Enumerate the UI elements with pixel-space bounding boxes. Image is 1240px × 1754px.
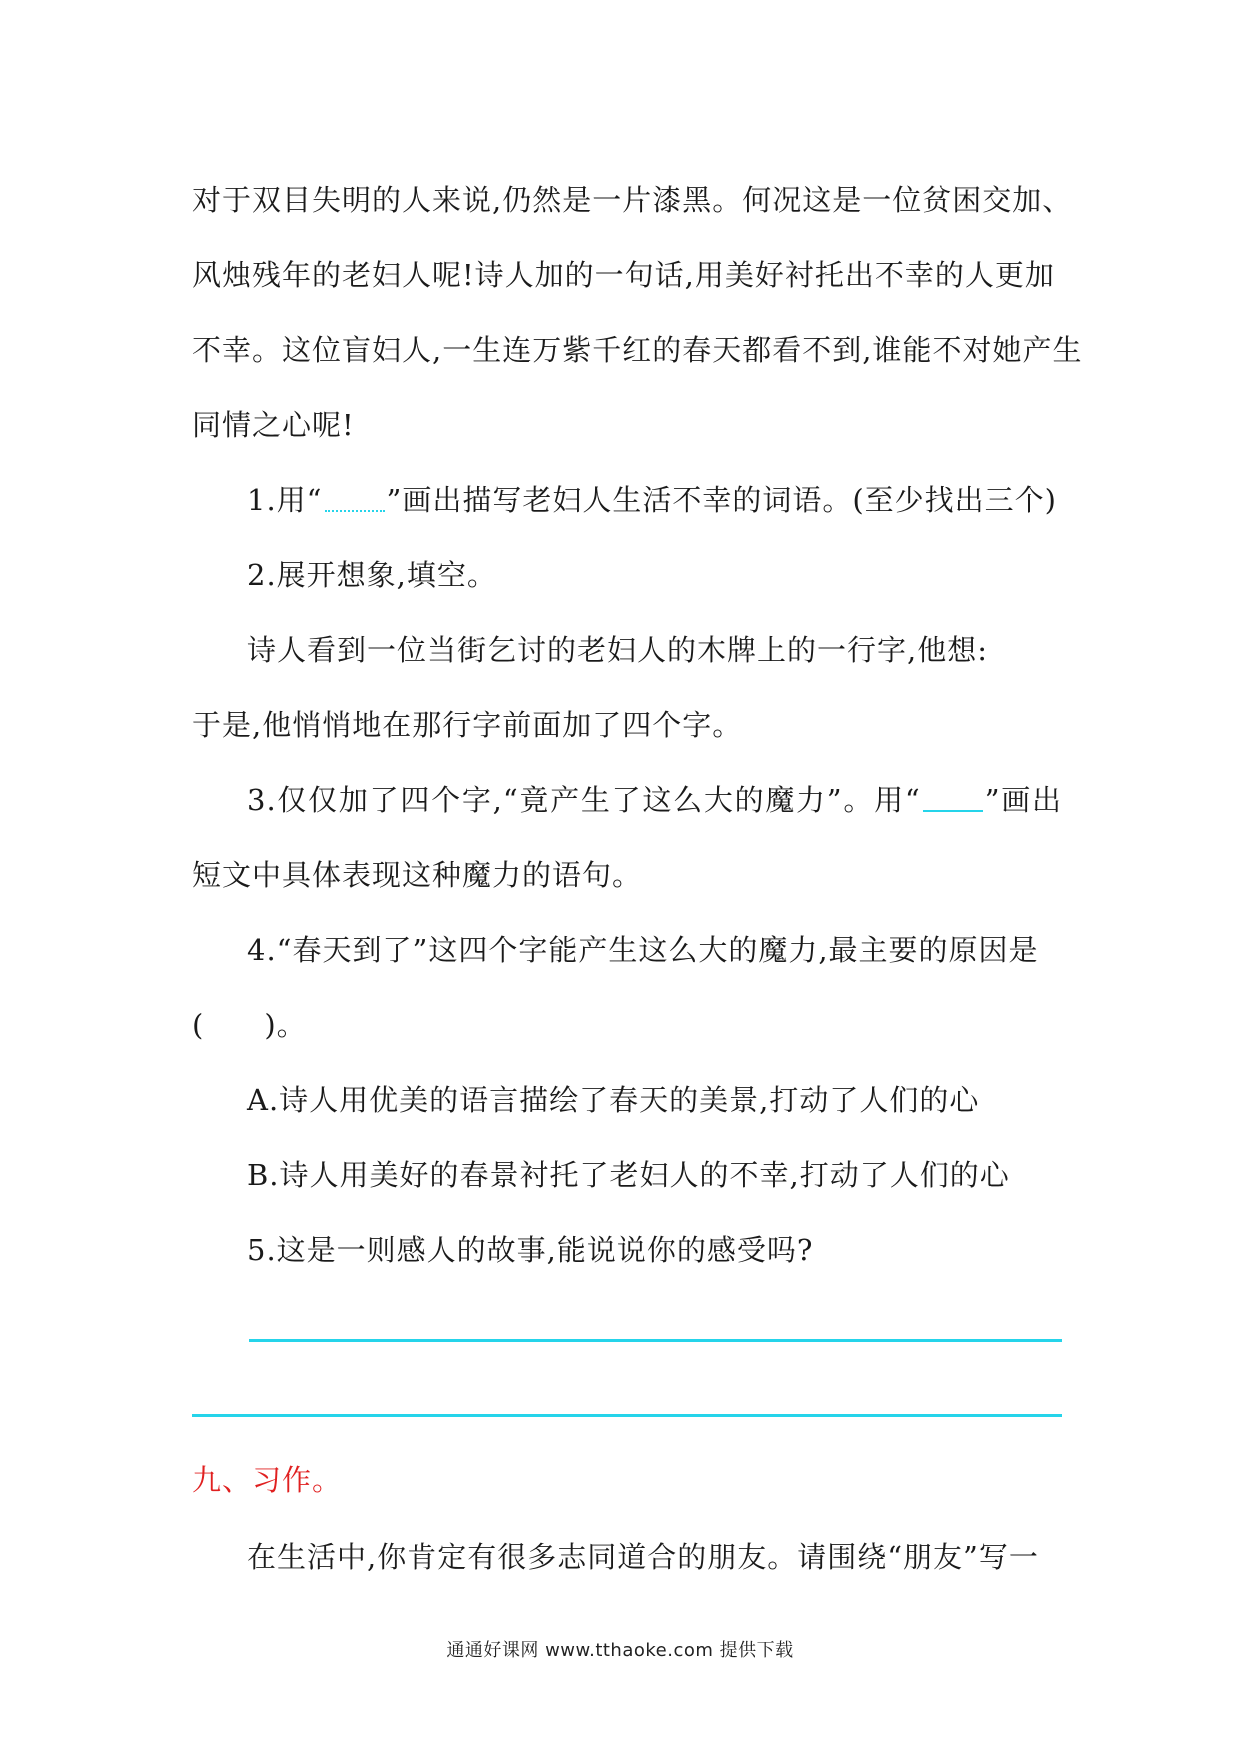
question-4-option-b: B.诗人用美好的春景衬托了老妇人的不幸,打动了人们的心	[247, 1158, 1010, 1192]
question-3-line-2: 短文中具体表现这种魔力的语句。	[192, 858, 643, 892]
passage-line-2: 风烛残年的老妇人呢!诗人加的一句话,用美好衬托出不幸的人更加	[192, 258, 1055, 292]
question-1-text-before: 1.用“	[247, 483, 323, 517]
question-4-option-a: A.诗人用优美的语言描绘了春天的美景,打动了人们的心	[247, 1083, 980, 1117]
question-4-line-2: ( )。	[192, 1008, 307, 1042]
page-footer: 通通好课网 www.tthaoke.com 提供下载	[446, 1640, 794, 1661]
question-3	[247, 780, 1062, 820]
question-1	[247, 480, 1062, 520]
question-1-text-after: ”画出描写老妇人生活不幸的词语。(至少找出三个)	[386, 483, 1057, 517]
question-2: 2.展开想象,填空。	[247, 558, 497, 592]
section-9-heading: 九、习作。	[192, 1463, 343, 1497]
wavy-underline-sample	[325, 488, 385, 512]
question-3-text-after: ”画出	[984, 783, 1062, 817]
question-2-line-2: 于是,他悄悄地在那行字前面加了四个字。	[192, 708, 743, 742]
question-5: 5.这是一则感人的故事,能说说你的感受吗?	[247, 1233, 814, 1267]
passage-line-4: 同情之心呢!	[192, 408, 355, 442]
question-3-text-before: 3.仅仅加了四个字,“竟产生了这么大的魔力”。用“	[247, 783, 921, 817]
answer-line-1[interactable]	[249, 1339, 1062, 1342]
answer-line-2[interactable]	[192, 1414, 1062, 1417]
passage-line-1: 对于双目失明的人来说,仍然是一片漆黑。何况这是一位贫困交加、	[192, 183, 1073, 217]
passage-line-3: 不幸。这位盲妇人,一生连万紫千红的春天都看不到,谁能不对她产生	[192, 333, 1083, 367]
straight-underline-sample	[923, 786, 983, 812]
question-2-line-1: 诗人看到一位当街乞讨的老妇人的木牌上的一行字,他想:	[247, 633, 988, 667]
question-4-line-1: 4.“春天到了”这四个字能产生这么大的魔力,最主要的原因是	[247, 933, 1039, 967]
section-9-line-1: 在生活中,你肯定有很多志同道合的朋友。请围绕“朋友”写一	[247, 1540, 1039, 1574]
